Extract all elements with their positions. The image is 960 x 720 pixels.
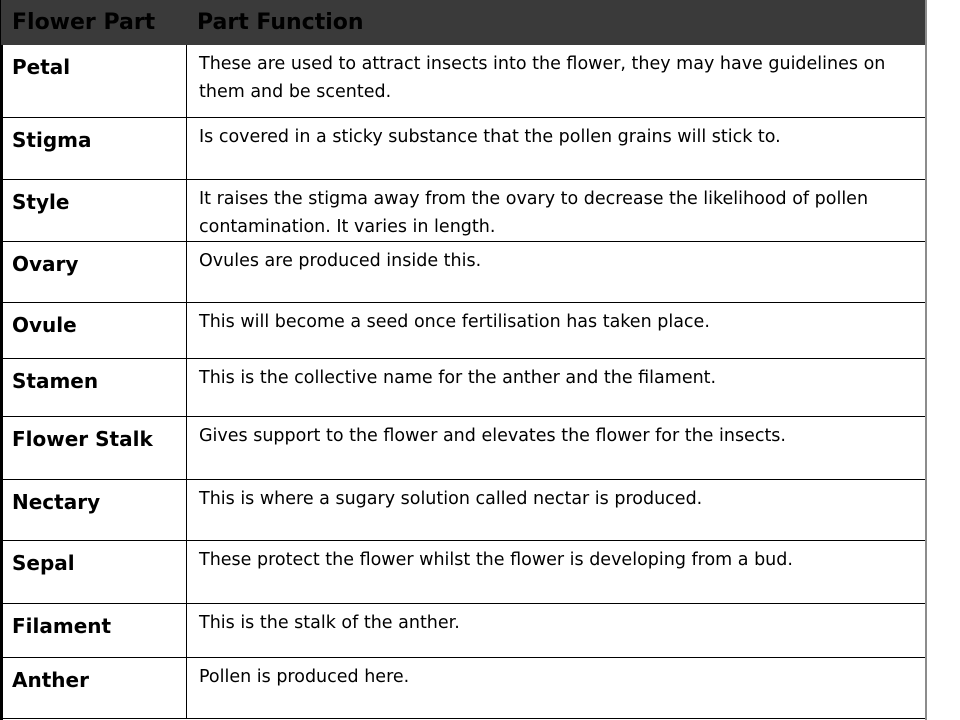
- header-flower-part: [2, 0, 187, 45]
- part-name: Stigma: [12, 128, 92, 152]
- table-row: [2, 180, 927, 242]
- table-row: [2, 541, 927, 604]
- part-cell: [2, 480, 187, 541]
- function-cell: [187, 658, 927, 719]
- part-name: Flower Stalk: [12, 427, 153, 451]
- part-function: These are used to attract insects into the flower, they may have guidelines on them and be scented.: [199, 54, 886, 102]
- table-row: [2, 658, 927, 719]
- part-cell: [2, 658, 187, 719]
- part-name: Ovule: [12, 313, 77, 337]
- function-cell: [187, 180, 927, 242]
- part-function: This is the collective name for the anther and the filament.: [199, 368, 717, 388]
- part-function: This will become a seed once fertilisation has taken place.: [199, 312, 710, 332]
- part-cell: [2, 180, 187, 242]
- part-cell: [2, 359, 187, 417]
- part-name: Filament: [12, 614, 112, 638]
- table-header-row: [2, 0, 927, 45]
- part-name: Petal: [12, 55, 71, 79]
- part-function: These protect the flower whilst the flower is developing from a bud.: [199, 550, 793, 570]
- part-cell: [2, 303, 187, 359]
- part-name: Ovary: [12, 252, 79, 276]
- right-accent-line: [925, 0, 927, 720]
- header-part-function: [187, 0, 927, 45]
- part-function: Is covered in a sticky substance that the pollen grains will stick to.: [199, 127, 781, 147]
- header-part-function-label: Part Function: [197, 9, 364, 35]
- table-row: [2, 45, 927, 118]
- part-function: This is where a sugary solution called nectar is produced.: [199, 489, 703, 509]
- flower-parts-table: [1, 0, 927, 719]
- part-function: Pollen is produced here.: [199, 667, 410, 687]
- table-row: [2, 480, 927, 541]
- table-row: [2, 118, 927, 180]
- table-row: [2, 417, 927, 480]
- part-name: Stamen: [12, 369, 99, 393]
- header-flower-part-label: Flower Part: [12, 9, 156, 35]
- part-name: Anther: [12, 668, 89, 692]
- part-cell: [2, 604, 187, 658]
- part-name: Style: [12, 190, 70, 214]
- part-function: Gives support to the flower and elevates the flower for the insects.: [199, 426, 786, 446]
- part-cell: [2, 417, 187, 480]
- function-cell: [187, 303, 927, 359]
- part-name: Nectary: [12, 490, 101, 514]
- part-cell: [2, 242, 187, 303]
- function-cell: [187, 118, 927, 180]
- function-cell: [187, 242, 927, 303]
- part-name: Sepal: [12, 551, 75, 575]
- part-function: Ovules are produced inside this.: [199, 251, 482, 271]
- table-row: [2, 303, 927, 359]
- function-cell: [187, 417, 927, 480]
- part-function: This is the stalk of the anther.: [199, 613, 460, 633]
- function-cell: [187, 604, 927, 658]
- function-cell: [187, 541, 927, 604]
- part-cell: [2, 118, 187, 180]
- table-row: [2, 604, 927, 658]
- table-row: [2, 359, 927, 417]
- part-cell: [2, 541, 187, 604]
- part-function: It raises the stigma away from the ovary to decrease the likelihood of pollen contamination. It varies in length.: [199, 189, 869, 237]
- table-row: [2, 242, 927, 303]
- function-cell: [187, 480, 927, 541]
- function-cell: [187, 359, 927, 417]
- part-cell: [2, 45, 187, 118]
- function-cell: [187, 45, 927, 118]
